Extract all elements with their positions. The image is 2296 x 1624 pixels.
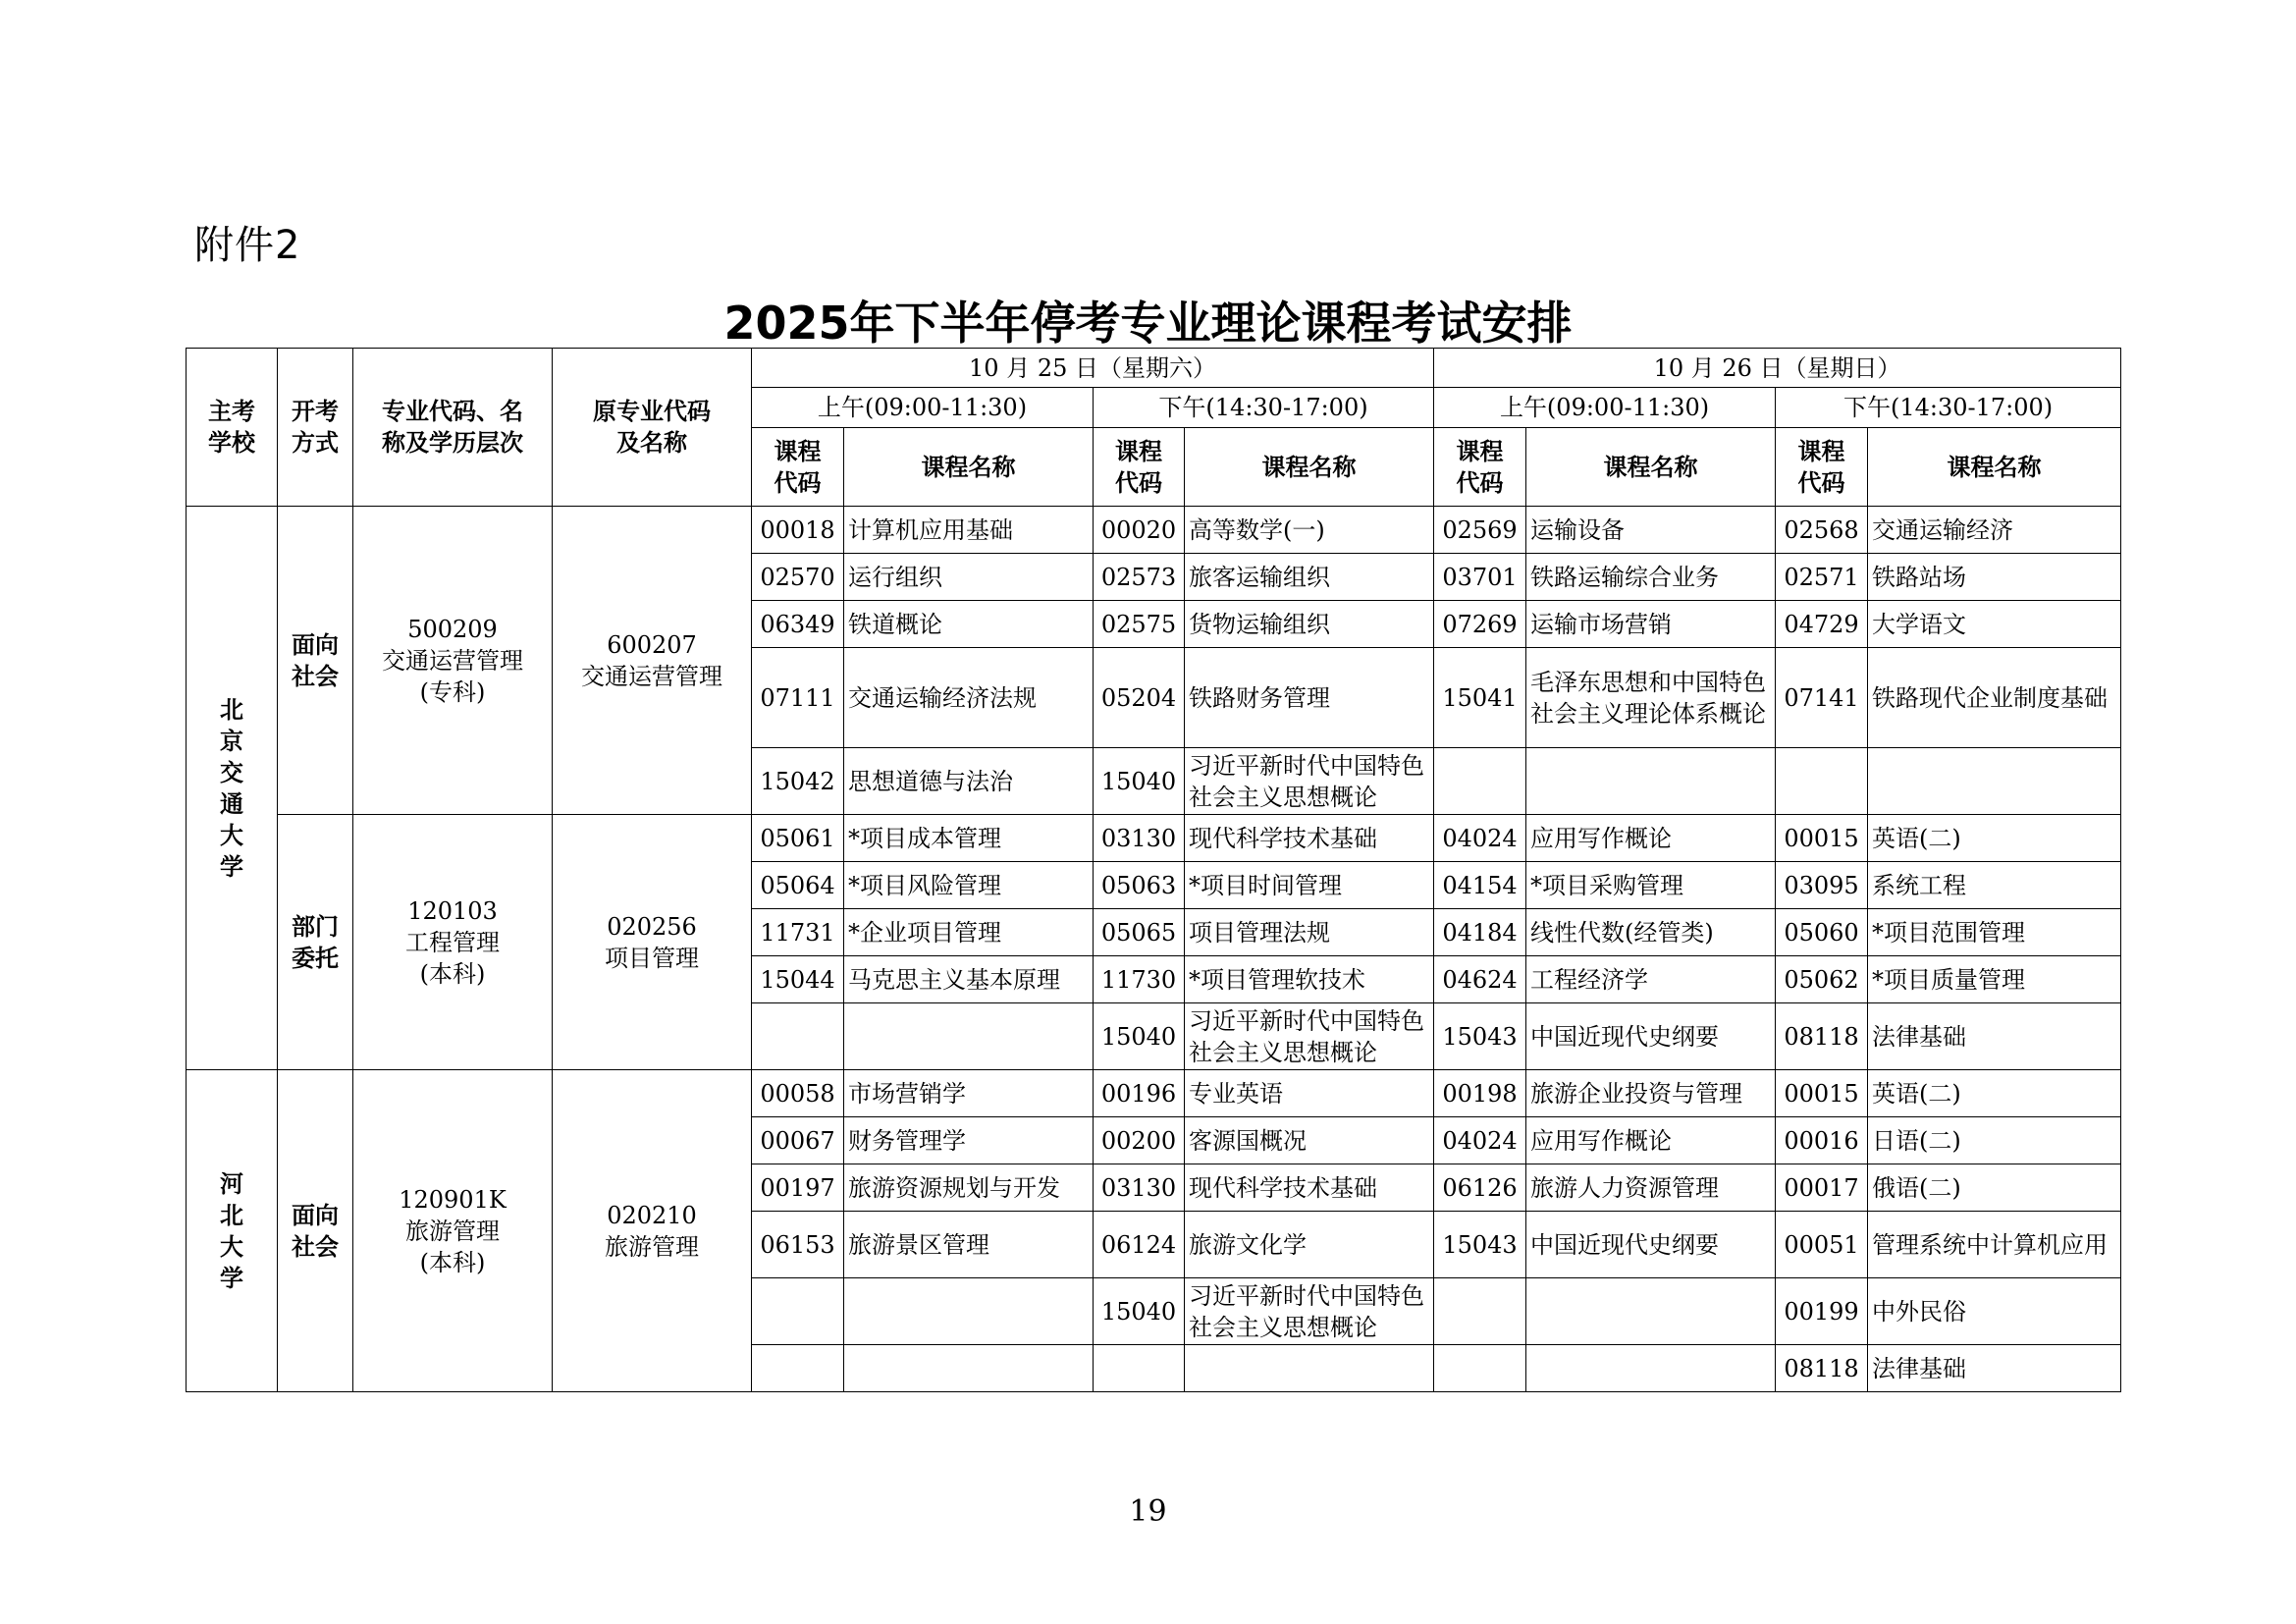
exam-mode: 面向 社会	[278, 507, 353, 815]
header-course-code: 课程 代码	[752, 428, 844, 507]
header-course-name: 课程名称	[844, 428, 1094, 507]
course-code	[1776, 748, 1868, 815]
course-name: 日语(二)	[1868, 1117, 2121, 1164]
course-code	[1094, 1345, 1185, 1392]
course-name: 现代科学技术基础	[1185, 1164, 1434, 1212]
header-school: 主考 学校	[187, 349, 278, 507]
header-day2: 10 月 26 日（星期日）	[1434, 349, 2121, 388]
header-course-name: 课程名称	[1868, 428, 2121, 507]
course-name: 习近平新时代中国特色社会主义思想概论	[1185, 1278, 1434, 1345]
course-name: 计算机应用基础	[844, 507, 1094, 554]
course-code: 02575	[1094, 601, 1185, 648]
major-info: 120103 工程管理 (本科)	[353, 815, 553, 1070]
course-code: 00067	[752, 1117, 844, 1164]
course-name: 旅游文化学	[1185, 1212, 1434, 1278]
course-name	[1526, 1278, 1776, 1345]
course-name: *项目质量管理	[1868, 956, 2121, 1003]
course-code: 15043	[1434, 1003, 1526, 1070]
course-code: 00015	[1776, 1070, 1868, 1117]
school-name: 北 京 交 通 大 学	[187, 507, 278, 1070]
course-code: 02571	[1776, 554, 1868, 601]
course-name: 铁路现代企业制度基础	[1868, 648, 2121, 748]
course-name: 系统工程	[1868, 862, 2121, 909]
course-name: 大学语文	[1868, 601, 2121, 648]
course-name: 中外民俗	[1868, 1278, 2121, 1345]
course-name: *企业项目管理	[844, 909, 1094, 956]
course-code: 06126	[1434, 1164, 1526, 1212]
course-name: 旅客运输组织	[1185, 554, 1434, 601]
course-name: 旅游企业投资与管理	[1526, 1070, 1776, 1117]
course-code: 15040	[1094, 1003, 1185, 1070]
course-name: 英语(二)	[1868, 1070, 2121, 1117]
header-mode: 开考 方式	[278, 349, 353, 507]
course-name: 旅游资源规划与开发	[844, 1164, 1094, 1212]
course-code: 00020	[1094, 507, 1185, 554]
course-name	[844, 1345, 1094, 1392]
course-name: 市场营销学	[844, 1070, 1094, 1117]
course-name: 专业英语	[1185, 1070, 1434, 1117]
major-info: 500209 交通运营管理 (专科)	[353, 507, 553, 815]
table-row	[187, 1070, 2121, 1117]
header-course-name: 课程名称	[1185, 428, 1434, 507]
course-name	[844, 1003, 1094, 1070]
course-code: 00058	[752, 1070, 844, 1117]
course-name: 应用写作概论	[1526, 815, 1776, 862]
course-code	[752, 1278, 844, 1345]
course-code: 03130	[1094, 815, 1185, 862]
header-course-code: 课程 代码	[1776, 428, 1868, 507]
course-name: 思想道德与法治	[844, 748, 1094, 815]
course-name: *项目时间管理	[1185, 862, 1434, 909]
course-name: 习近平新时代中国特色社会主义思想概论	[1185, 1003, 1434, 1070]
course-name: 客源国概况	[1185, 1117, 1434, 1164]
course-code: 05063	[1094, 862, 1185, 909]
course-name: 现代科学技术基础	[1185, 815, 1434, 862]
course-name: 线性代数(经管类)	[1526, 909, 1776, 956]
course-name: 货物运输组织	[1185, 601, 1434, 648]
course-code: 15040	[1094, 1278, 1185, 1345]
course-code	[1434, 748, 1526, 815]
course-name: 运行组织	[844, 554, 1094, 601]
course-name	[1185, 1345, 1434, 1392]
course-name	[844, 1278, 1094, 1345]
course-code: 08118	[1776, 1345, 1868, 1392]
course-code: 05064	[752, 862, 844, 909]
course-code: 08118	[1776, 1003, 1868, 1070]
course-name: 项目管理法规	[1185, 909, 1434, 956]
course-code: 07111	[752, 648, 844, 748]
course-name: 中国近现代史纲要	[1526, 1212, 1776, 1278]
header-course-code: 课程 代码	[1434, 428, 1526, 507]
original-major-info: 020210 旅游管理	[553, 1070, 752, 1392]
course-code: 15041	[1434, 648, 1526, 748]
course-code: 04024	[1434, 1117, 1526, 1164]
course-name: 马克思主义基本原理	[844, 956, 1094, 1003]
course-code: 00016	[1776, 1117, 1868, 1164]
course-code: 11730	[1094, 956, 1185, 1003]
course-name: 财务管理学	[844, 1117, 1094, 1164]
course-code: 11731	[752, 909, 844, 956]
course-code: 05061	[752, 815, 844, 862]
course-code: 06124	[1094, 1212, 1185, 1278]
course-code: 04729	[1776, 601, 1868, 648]
course-code: 02569	[1434, 507, 1526, 554]
table-row	[187, 815, 2121, 862]
course-code: 15042	[752, 748, 844, 815]
course-code: 00197	[752, 1164, 844, 1212]
course-name: *项目风险管理	[844, 862, 1094, 909]
course-name: 毛泽东思想和中国特色社会主义理论体系概论	[1526, 648, 1776, 748]
header-day1: 10 月 25 日（星期六）	[752, 349, 1434, 388]
course-name: 交通运输经济	[1868, 507, 2121, 554]
page-number: 19	[1129, 1494, 1167, 1529]
course-name: 管理系统中计算机应用	[1868, 1212, 2121, 1278]
header-day2-pm: 下午(14:30-17:00)	[1776, 388, 2121, 428]
course-name	[1868, 748, 2121, 815]
header-course-code: 课程 代码	[1094, 428, 1185, 507]
course-code: 07141	[1776, 648, 1868, 748]
course-code: 05065	[1094, 909, 1185, 956]
header-day1-am: 上午(09:00-11:30)	[752, 388, 1094, 428]
course-code	[1434, 1345, 1526, 1392]
course-code: 02573	[1094, 554, 1185, 601]
course-code: 03130	[1094, 1164, 1185, 1212]
course-name: 铁路站场	[1868, 554, 2121, 601]
major-info: 120901K 旅游管理 (本科)	[353, 1070, 553, 1392]
course-code: 05062	[1776, 956, 1868, 1003]
course-code: 00198	[1434, 1070, 1526, 1117]
course-code	[752, 1345, 844, 1392]
course-name: 高等数学(一)	[1185, 507, 1434, 554]
course-code: 06153	[752, 1212, 844, 1278]
document-title: 2025年下半年停考专业理论课程考试安排	[723, 297, 1573, 350]
course-code: 15040	[1094, 748, 1185, 815]
course-name: *项目成本管理	[844, 815, 1094, 862]
course-code: 04024	[1434, 815, 1526, 862]
course-code: 00018	[752, 507, 844, 554]
course-code	[752, 1003, 844, 1070]
table-row	[187, 507, 2121, 554]
course-name: 旅游景区管理	[844, 1212, 1094, 1278]
exam-mode: 面向 社会	[278, 1070, 353, 1392]
exam-mode: 部门 委托	[278, 815, 353, 1070]
course-name: 交通运输经济法规	[844, 648, 1094, 748]
course-code: 04184	[1434, 909, 1526, 956]
course-name: 运输设备	[1526, 507, 1776, 554]
course-code: 06349	[752, 601, 844, 648]
course-code: 15044	[752, 956, 844, 1003]
course-name: 铁路运输综合业务	[1526, 554, 1776, 601]
header-day2-am: 上午(09:00-11:30)	[1434, 388, 1776, 428]
course-name: 铁道概论	[844, 601, 1094, 648]
header-original-major: 原专业代码 及名称	[553, 349, 752, 507]
course-code: 00051	[1776, 1212, 1868, 1278]
course-name: 运输市场营销	[1526, 601, 1776, 648]
course-code: 03701	[1434, 554, 1526, 601]
course-code: 07269	[1434, 601, 1526, 648]
course-name: 英语(二)	[1868, 815, 2121, 862]
course-code: 02568	[1776, 507, 1868, 554]
course-name: 中国近现代史纲要	[1526, 1003, 1776, 1070]
course-name: 俄语(二)	[1868, 1164, 2121, 1212]
course-code: 00196	[1094, 1070, 1185, 1117]
course-code: 00017	[1776, 1164, 1868, 1212]
course-name: 法律基础	[1868, 1345, 2121, 1392]
course-code: 05204	[1094, 648, 1185, 748]
header-major: 专业代码、名 称及学历层次	[353, 349, 553, 507]
course-name: *项目范围管理	[1868, 909, 2121, 956]
course-code: 04154	[1434, 862, 1526, 909]
course-name: *项目管理软技术	[1185, 956, 1434, 1003]
course-code: 15043	[1434, 1212, 1526, 1278]
course-name: *项目采购管理	[1526, 862, 1776, 909]
course-name: 习近平新时代中国特色社会主义思想概论	[1185, 748, 1434, 815]
course-code: 00015	[1776, 815, 1868, 862]
original-major-info: 020256 项目管理	[553, 815, 752, 1070]
course-code: 05060	[1776, 909, 1868, 956]
school-name: 河 北 大 学	[187, 1070, 278, 1392]
course-code: 00200	[1094, 1117, 1185, 1164]
course-code: 03095	[1776, 862, 1868, 909]
course-code	[1434, 1278, 1526, 1345]
original-major-info: 600207 交通运营管理	[553, 507, 752, 815]
header-day1-pm: 下午(14:30-17:00)	[1094, 388, 1434, 428]
exam-schedule-table	[186, 348, 2121, 1392]
attachment-label: 附件2	[194, 223, 301, 268]
course-name: 工程经济学	[1526, 956, 1776, 1003]
course-name	[1526, 748, 1776, 815]
header-course-name: 课程名称	[1526, 428, 1776, 507]
course-name: 应用写作概论	[1526, 1117, 1776, 1164]
course-code: 04624	[1434, 956, 1526, 1003]
course-name: 法律基础	[1868, 1003, 2121, 1070]
course-name: 铁路财务管理	[1185, 648, 1434, 748]
course-code: 00199	[1776, 1278, 1868, 1345]
course-name	[1526, 1345, 1776, 1392]
course-name: 旅游人力资源管理	[1526, 1164, 1776, 1212]
schedule-body	[187, 507, 2121, 1392]
course-code: 02570	[752, 554, 844, 601]
